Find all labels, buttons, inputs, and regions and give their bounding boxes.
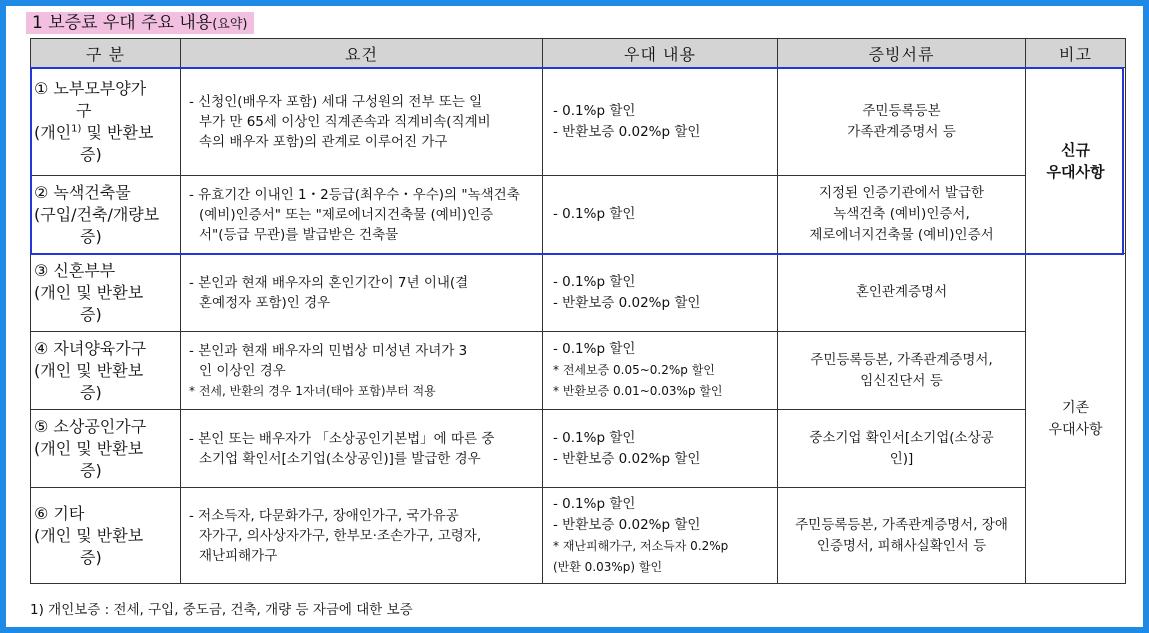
requirement-line: 부가 만 65세 이상인 직계존속과 직계비속(직계비 (199, 113, 491, 130)
category-line: (개인 및 반환보 (34, 525, 144, 545)
benefit-line: - 0.1%p 할인 (553, 206, 636, 222)
footnote: 1) 개인보증 : 전세, 구입, 중도금, 건축, 개량 등 자금에 대한 보증 (30, 602, 413, 618)
requirement-line: 혼예정자 포함)인 경우 (199, 294, 331, 311)
requirement-line: - 본인 또는 배우자가 「소상공인기본법」에 따른 중 (189, 430, 495, 447)
benefit-line: - 반환보증 0.02%p 할인 (553, 294, 701, 311)
benefit-cell (543, 176, 778, 254)
benefit-line: - 0.1%p 할인 (553, 341, 636, 357)
category-text: 및 반환보 (81, 122, 154, 142)
heading-main: 1 보증료 우대 주요 내용 (32, 13, 213, 33)
remark-line: 우대사항 (1048, 421, 1103, 438)
requirement-line: - 본인과 현재 배우자의 혼인기간이 7년 이내(결 (189, 274, 469, 291)
benefit-cell (543, 488, 778, 584)
requirement-line: - 신청인(배우자 포함) 세대 구성원의 전부 또는 일 (189, 93, 483, 110)
footnote-ref: 1) (71, 123, 82, 135)
requirement-line: - 본인과 현재 배우자의 민법상 미성년 자녀가 3 (189, 342, 468, 359)
header-category: 구 분 (31, 39, 181, 68)
requirement-line: 인 이상인 경우 (199, 362, 286, 379)
requirement-line: 자가구, 의사상자가구, 한부모·조손가구, 고령자, (199, 527, 482, 544)
requirement-line: 서"(등급 무관)를 발급받은 건축물 (199, 226, 399, 243)
header-requirement: 요건 (181, 39, 543, 68)
remark-existing (1026, 254, 1126, 584)
category-cell (31, 488, 181, 584)
heading-sub: (요약) (212, 17, 248, 32)
benefit-cell (543, 68, 778, 176)
document-line: 지정된 인증기관에서 발급한 (818, 185, 985, 201)
requirement-cell (181, 176, 543, 254)
table-row (31, 332, 1126, 410)
document-line: 녹색건축 (예비)인증서, (833, 206, 970, 222)
documents-cell (778, 488, 1026, 584)
benefit-note: (반환 0.03%p) 할인 (553, 559, 663, 574)
category-line: (구입/건축/개량보 (34, 204, 160, 224)
category-title: ② 녹색건축물 (34, 182, 131, 202)
document-line: 혼인관계증명서 (855, 284, 948, 300)
benefit-line: - 0.1%p 할인 (553, 429, 636, 446)
remark-line: 기존 (1061, 399, 1090, 416)
category-cell (31, 254, 181, 332)
category-line: 증) (80, 304, 102, 324)
benefit-line: - 반환보증 0.02%p 할인 (553, 516, 701, 533)
requirement-cell (181, 488, 543, 584)
requirement-note: * 전세, 반환의 경우 1자녀(태아 포함)부터 적용 (189, 383, 436, 398)
document-line: 인증명서, 피해사실확인서 등 (816, 537, 987, 554)
category-line: 증) (80, 460, 102, 480)
document-line: 임신진단서 등 (860, 372, 943, 389)
category-text: (개인 (34, 122, 72, 142)
remark-line: 우대사항 (1046, 162, 1105, 181)
benefit-note: * 전세보증 0.05~0.2%p 할인 (553, 363, 715, 377)
requirement-line: (예비)인증서" 또는 "제로에너지건축물 (예비)인증 (199, 206, 494, 223)
requirement-line: - 유효기간 이내인 1・2등급(최우수・우수)의 "녹색건축 (189, 186, 520, 203)
category-cell (31, 176, 181, 254)
category-line: 증) (80, 144, 102, 164)
category-title: ⑥ 기타 (34, 503, 85, 523)
table-row (31, 176, 1126, 254)
category-line: 증) (80, 226, 102, 246)
benefit-cell (543, 332, 778, 410)
section-heading (26, 12, 254, 34)
benefits-table (30, 38, 1126, 584)
document-line: 인)] (889, 450, 914, 467)
requirement-cell (181, 332, 543, 410)
benefit-line: - 반환보증 0.02%p 할인 (553, 123, 701, 140)
document-line: 주민등록등본, 가족관계증명서, (810, 351, 993, 368)
table-row (31, 254, 1126, 332)
documents-cell (778, 332, 1026, 410)
category-cell (31, 68, 181, 176)
benefit-line: - 0.1%p 할인 (553, 273, 636, 290)
requirement-cell (181, 254, 543, 332)
table-row (31, 68, 1126, 176)
document-line: 주민등록등본, 가족관계증명서, 장애 (795, 516, 1008, 533)
documents-cell (778, 410, 1026, 488)
benefit-cell (543, 410, 778, 488)
table-row (31, 488, 1126, 584)
requirement-line: 속의 배우자 포함)의 관계로 이루어진 가구 (199, 133, 448, 150)
category-title: ④ 자녀양육가구 (34, 338, 147, 358)
remark-line: 신규 (1061, 140, 1090, 159)
header-documents: 증빙서류 (778, 39, 1026, 68)
category-line: (개인 및 반환보 (34, 360, 144, 380)
documents-cell (778, 254, 1026, 332)
benefit-line: - 0.1%p 할인 (553, 495, 636, 512)
category-title: ③ 신혼부부 (34, 260, 116, 280)
benefit-note: * 반환보증 0.01~0.03%p 할인 (553, 384, 723, 398)
category-line: 증) (80, 382, 102, 402)
header-benefit: 우대 내용 (543, 39, 778, 68)
category-cell (31, 410, 181, 488)
requirement-line: - 저소득자, 다문화가구, 장애인가구, 국가유공 (189, 507, 459, 524)
category-title: ⑤ 소상공인가구 (34, 416, 147, 436)
document-line: 제로에너지건축물 (예비)인증서 (809, 227, 994, 243)
category-line (34, 122, 180, 144)
category-line: (개인 및 반환보 (34, 438, 144, 458)
benefit-line: - 0.1%p 할인 (553, 102, 636, 119)
header-row (31, 39, 1126, 68)
remark-new (1026, 68, 1126, 254)
document-line: 가족관계증명서 등 (847, 123, 956, 140)
benefit-note: * 재난피해가구, 저소득자 0.2%p (553, 538, 729, 553)
documents-cell (778, 176, 1026, 254)
category-line: 구 (76, 100, 92, 120)
benefit-line: - 반환보증 0.02%p 할인 (553, 450, 701, 467)
document-line: 주민등록등본 (862, 102, 941, 119)
requirement-line: 소기업 확인서[소기업(소상공인)]를 발급한 경우 (199, 450, 481, 467)
category-title: ① 노부모부양가 (34, 78, 147, 98)
header-remarks: 비고 (1026, 39, 1126, 68)
category-cell (31, 332, 181, 410)
requirement-cell (181, 68, 543, 176)
category-line: 증) (80, 547, 102, 567)
document-line: 중소기업 확인서[소기업(소상공 (809, 429, 994, 446)
documents-cell (778, 68, 1026, 176)
benefit-cell (543, 254, 778, 332)
requirement-line: 재난피해가구 (199, 547, 278, 564)
category-line: (개인 및 반환보 (34, 282, 144, 302)
table-row (31, 410, 1126, 488)
requirement-cell (181, 410, 543, 488)
